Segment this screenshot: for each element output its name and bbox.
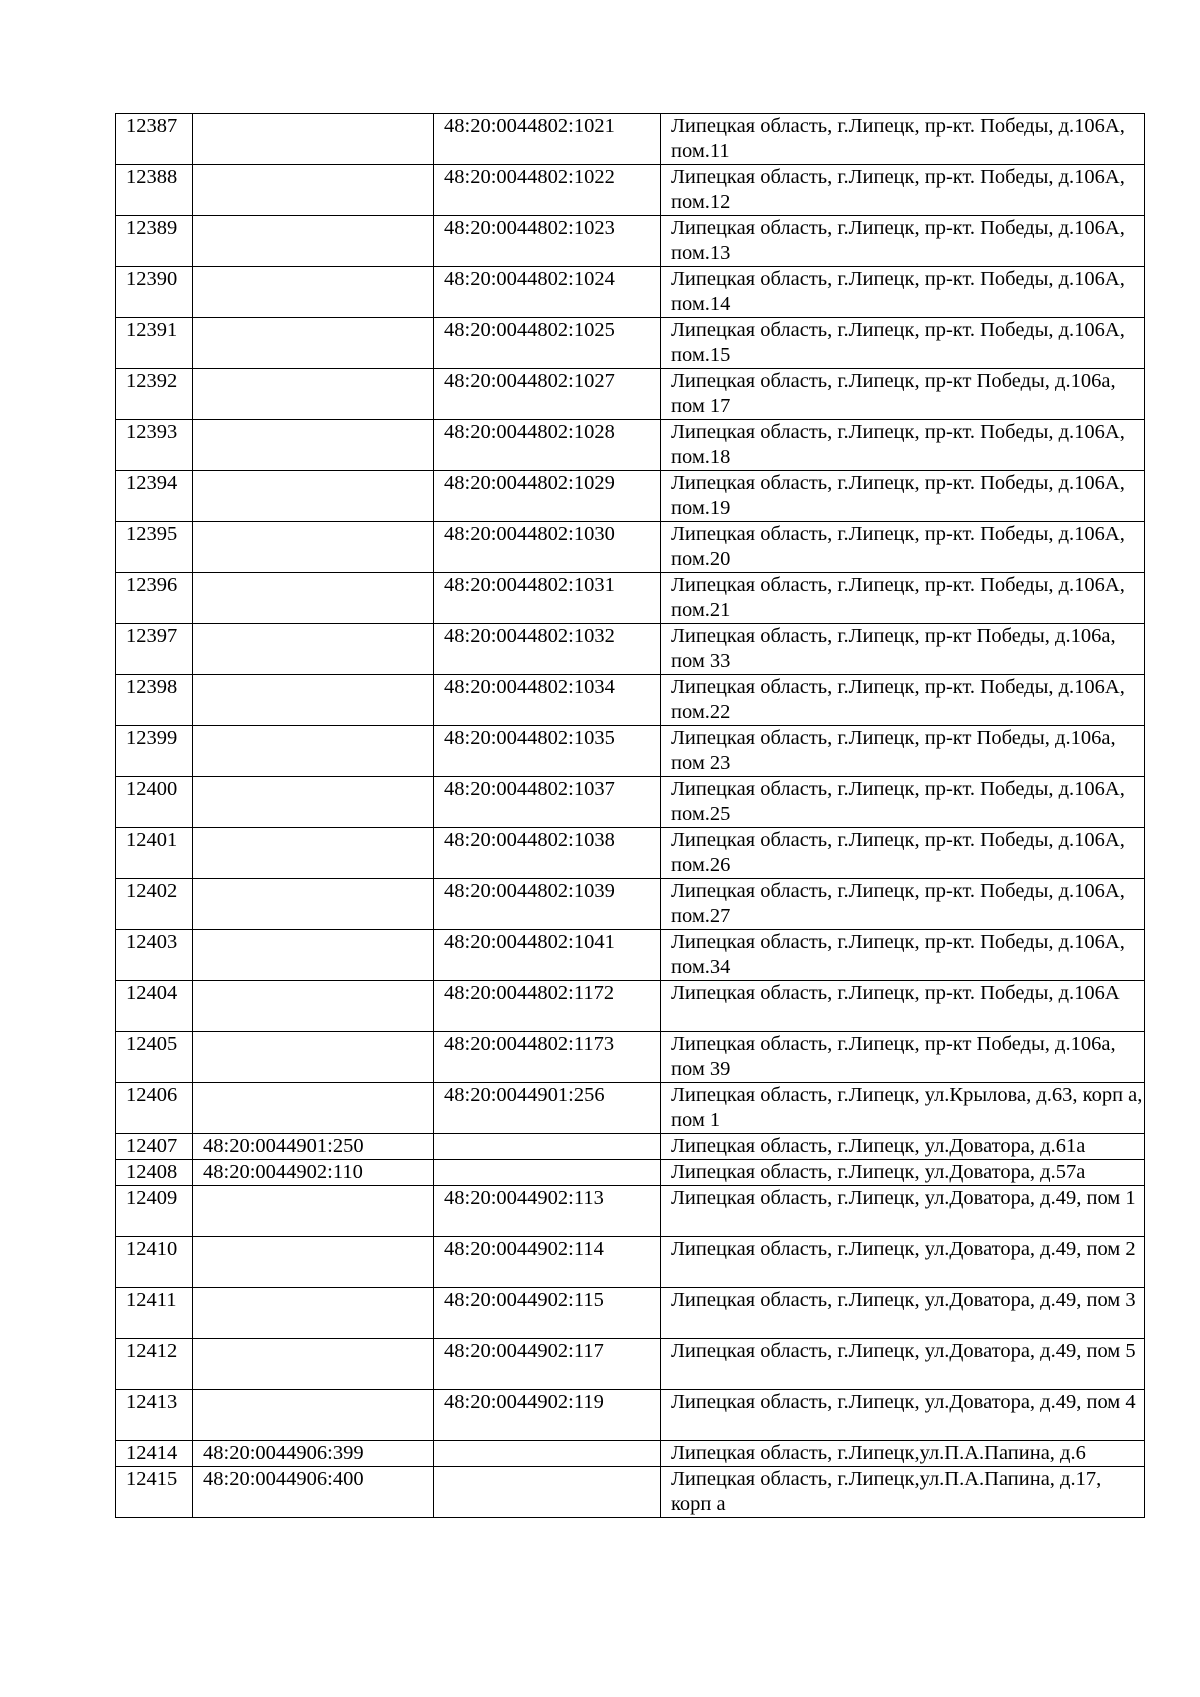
- table-row: [116, 165, 1145, 216]
- cadastral-number-cell: [193, 1339, 434, 1390]
- cadastral-number-cell: [193, 1390, 434, 1441]
- table-row: [116, 1237, 1145, 1288]
- row-number-cell: 12389: [116, 216, 193, 267]
- row-number-cell: 12404: [116, 981, 193, 1032]
- row-number-cell: 12407: [116, 1134, 193, 1160]
- cadastral-number-cell: 48:20:0044901:250: [193, 1134, 434, 1160]
- row-number-cell: 12411: [116, 1288, 193, 1339]
- premises-cadastral-number-cell: 48:20:0044802:1029: [434, 471, 661, 522]
- address-cell: Липецкая область, г.Липецк, ул.Доватора, д.49, пом 2: [661, 1237, 1145, 1288]
- premises-cadastral-number-cell: 48:20:0044902:117: [434, 1339, 661, 1390]
- cadastral-number-cell: [193, 216, 434, 267]
- table-row: [116, 369, 1145, 420]
- address-cell: Липецкая область, г.Липецк, ул.Крылова, д.63, корп а, пом 1: [661, 1083, 1145, 1134]
- cadastral-number-cell: [193, 165, 434, 216]
- address-cell: Липецкая область, г.Липецк, пр-кт. Победы, д.106А, пом.11: [661, 114, 1145, 165]
- premises-cadastral-number-cell: 48:20:0044802:1028: [434, 420, 661, 471]
- table-row: [116, 1467, 1145, 1518]
- premises-cadastral-number-cell: [434, 1134, 661, 1160]
- address-cell: Липецкая область, г.Липецк, пр-кт. Победы, д.106А, пом.34: [661, 930, 1145, 981]
- premises-cadastral-number-cell: 48:20:0044802:1039: [434, 879, 661, 930]
- address-cell: Липецкая область, г.Липецк, пр-кт. Победы, д.106А, пом.27: [661, 879, 1145, 930]
- address-cell: Липецкая область, г.Липецк, пр-кт. Победы, д.106А, пом.12: [661, 165, 1145, 216]
- table-row: [116, 420, 1145, 471]
- table-row: [116, 1288, 1145, 1339]
- address-cell: Липецкая область, г.Липецк, пр-кт. Победы, д.106А, пом.20: [661, 522, 1145, 573]
- registry-table-body: [116, 114, 1145, 1518]
- table-row: [116, 879, 1145, 930]
- premises-cadastral-number-cell: 48:20:0044902:113: [434, 1186, 661, 1237]
- premises-cadastral-number-cell: 48:20:0044802:1024: [434, 267, 661, 318]
- address-cell: Липецкая область, г.Липецк, ул.Доватора, д.49, пом 3: [661, 1288, 1145, 1339]
- premises-cadastral-number-cell: 48:20:0044802:1032: [434, 624, 661, 675]
- cadastral-number-cell: [193, 420, 434, 471]
- cadastral-number-cell: [193, 930, 434, 981]
- row-number-cell: 12401: [116, 828, 193, 879]
- cadastral-number-cell: [193, 114, 434, 165]
- row-number-cell: 12392: [116, 369, 193, 420]
- premises-cadastral-number-cell: 48:20:0044802:1021: [434, 114, 661, 165]
- row-number-cell: 12395: [116, 522, 193, 573]
- address-cell: Липецкая область, г.Липецк, пр-кт. Победы, д.106А, пом.18: [661, 420, 1145, 471]
- premises-cadastral-number-cell: 48:20:0044802:1037: [434, 777, 661, 828]
- cadastral-number-cell: [193, 573, 434, 624]
- cadastral-number-cell: [193, 726, 434, 777]
- registry-table: [115, 113, 1145, 1518]
- address-cell: Липецкая область, г.Липецк, ул.Доватора, д.57а: [661, 1160, 1145, 1186]
- table-row: [116, 675, 1145, 726]
- address-cell: Липецкая область, г.Липецк, пр-кт. Победы, д.106А, пом.22: [661, 675, 1145, 726]
- premises-cadastral-number-cell: 48:20:0044902:115: [434, 1288, 661, 1339]
- table-row: [116, 1441, 1145, 1467]
- premises-cadastral-number-cell: [434, 1160, 661, 1186]
- address-cell: Липецкая область, г.Липецк, пр-кт Победы, д.106а, пом 17: [661, 369, 1145, 420]
- table-row: [116, 573, 1145, 624]
- cadastral-number-cell: [193, 1186, 434, 1237]
- row-number-cell: 12414: [116, 1441, 193, 1467]
- address-cell: Липецкая область, г.Липецк, пр-кт. Победы, д.106А, пом.25: [661, 777, 1145, 828]
- table-row: [116, 522, 1145, 573]
- cadastral-number-cell: [193, 624, 434, 675]
- row-number-cell: 12391: [116, 318, 193, 369]
- premises-cadastral-number-cell: [434, 1441, 661, 1467]
- address-cell: Липецкая область, г.Липецк, пр-кт. Победы, д.106А, пом.14: [661, 267, 1145, 318]
- row-number-cell: 12396: [116, 573, 193, 624]
- address-cell: Липецкая область, г.Липецк, пр-кт. Победы, д.106А, пом.26: [661, 828, 1145, 879]
- address-cell: Липецкая область, г.Липецк, пр-кт. Победы, д.106А, пом.21: [661, 573, 1145, 624]
- cadastral-number-cell: [193, 879, 434, 930]
- row-number-cell: 12390: [116, 267, 193, 318]
- premises-cadastral-number-cell: [434, 1467, 661, 1518]
- premises-cadastral-number-cell: 48:20:0044802:1034: [434, 675, 661, 726]
- cadastral-number-cell: [193, 675, 434, 726]
- row-number-cell: 12400: [116, 777, 193, 828]
- premises-cadastral-number-cell: 48:20:0044802:1031: [434, 573, 661, 624]
- row-number-cell: 12415: [116, 1467, 193, 1518]
- cadastral-number-cell: [193, 777, 434, 828]
- premises-cadastral-number-cell: 48:20:0044802:1173: [434, 1032, 661, 1083]
- table-row: [116, 726, 1145, 777]
- row-number-cell: 12393: [116, 420, 193, 471]
- address-cell: Липецкая область, г.Липецк, пр-кт. Победы, д.106А, пом.19: [661, 471, 1145, 522]
- premises-cadastral-number-cell: 48:20:0044902:119: [434, 1390, 661, 1441]
- row-number-cell: 12412: [116, 1339, 193, 1390]
- address-cell: Липецкая область, г.Липецк,ул.П.А.Папина, д.6: [661, 1441, 1145, 1467]
- table-row: [116, 1134, 1145, 1160]
- cadastral-number-cell: [193, 981, 434, 1032]
- table-row: [116, 1186, 1145, 1237]
- premises-cadastral-number-cell: 48:20:0044802:1022: [434, 165, 661, 216]
- table-row: [116, 1339, 1145, 1390]
- table-row: [116, 1083, 1145, 1134]
- premises-cadastral-number-cell: 48:20:0044802:1027: [434, 369, 661, 420]
- cadastral-number-cell: [193, 471, 434, 522]
- cadastral-number-cell: [193, 1237, 434, 1288]
- premises-cadastral-number-cell: 48:20:0044802:1041: [434, 930, 661, 981]
- table-row: [116, 981, 1145, 1032]
- row-number-cell: 12398: [116, 675, 193, 726]
- cadastral-number-cell: [193, 369, 434, 420]
- premises-cadastral-number-cell: 48:20:0044802:1025: [434, 318, 661, 369]
- table-row: [116, 1390, 1145, 1441]
- row-number-cell: 12387: [116, 114, 193, 165]
- row-number-cell: 12402: [116, 879, 193, 930]
- address-cell: Липецкая область, г.Липецк, ул.Доватора, д.49, пом 5: [661, 1339, 1145, 1390]
- row-number-cell: 12403: [116, 930, 193, 981]
- cadastral-number-cell: [193, 1083, 434, 1134]
- row-number-cell: 12406: [116, 1083, 193, 1134]
- address-cell: Липецкая область, г.Липецк, ул.Доватора, д.49, пом 4: [661, 1390, 1145, 1441]
- row-number-cell: 12409: [116, 1186, 193, 1237]
- table-row: [116, 114, 1145, 165]
- row-number-cell: 12394: [116, 471, 193, 522]
- table-row: [116, 318, 1145, 369]
- premises-cadastral-number-cell: 48:20:0044802:1030: [434, 522, 661, 573]
- address-cell: Липецкая область, г.Липецк, пр-кт Победы, д.106а, пом 39: [661, 1032, 1145, 1083]
- cadastral-number-cell: 48:20:0044902:110: [193, 1160, 434, 1186]
- premises-cadastral-number-cell: 48:20:0044802:1038: [434, 828, 661, 879]
- table-row: [116, 1032, 1145, 1083]
- row-number-cell: 12405: [116, 1032, 193, 1083]
- premises-cadastral-number-cell: 48:20:0044901:256: [434, 1083, 661, 1134]
- table-row: [116, 828, 1145, 879]
- cadastral-number-cell: [193, 1032, 434, 1083]
- premises-cadastral-number-cell: 48:20:0044802:1023: [434, 216, 661, 267]
- table-row: [116, 777, 1145, 828]
- address-cell: Липецкая область, г.Липецк, пр-кт Победы, д.106а, пом 33: [661, 624, 1145, 675]
- cadastral-number-cell: 48:20:0044906:399: [193, 1441, 434, 1467]
- table-row: [116, 471, 1145, 522]
- address-cell: Липецкая область, г.Липецк, пр-кт Победы, д.106а, пом 23: [661, 726, 1145, 777]
- row-number-cell: 12413: [116, 1390, 193, 1441]
- row-number-cell: 12408: [116, 1160, 193, 1186]
- row-number-cell: 12399: [116, 726, 193, 777]
- address-cell: Липецкая область, г.Липецк, пр-кт. Победы, д.106А: [661, 981, 1145, 1032]
- table-row: [116, 624, 1145, 675]
- premises-cadastral-number-cell: 48:20:0044802:1035: [434, 726, 661, 777]
- row-number-cell: 12388: [116, 165, 193, 216]
- cadastral-number-cell: [193, 522, 434, 573]
- row-number-cell: 12397: [116, 624, 193, 675]
- table-row: [116, 1160, 1145, 1186]
- table-row: [116, 216, 1145, 267]
- cadastral-number-cell: [193, 267, 434, 318]
- address-cell: Липецкая область, г.Липецк, ул.Доватора, д.61а: [661, 1134, 1145, 1160]
- cadastral-number-cell: [193, 1288, 434, 1339]
- premises-cadastral-number-cell: 48:20:0044902:114: [434, 1237, 661, 1288]
- address-cell: Липецкая область, г.Липецк, пр-кт. Победы, д.106А, пом.13: [661, 216, 1145, 267]
- address-cell: Липецкая область, г.Липецк,ул.П.А.Папина, д.17, корп а: [661, 1467, 1145, 1518]
- table-row: [116, 930, 1145, 981]
- row-number-cell: 12410: [116, 1237, 193, 1288]
- cadastral-number-cell: 48:20:0044906:400: [193, 1467, 434, 1518]
- address-cell: Липецкая область, г.Липецк, пр-кт. Победы, д.106А, пом.15: [661, 318, 1145, 369]
- cadastral-number-cell: [193, 828, 434, 879]
- premises-cadastral-number-cell: 48:20:0044802:1172: [434, 981, 661, 1032]
- table-row: [116, 267, 1145, 318]
- cadastral-number-cell: [193, 318, 434, 369]
- address-cell: Липецкая область, г.Липецк, ул.Доватора, д.49, пом 1: [661, 1186, 1145, 1237]
